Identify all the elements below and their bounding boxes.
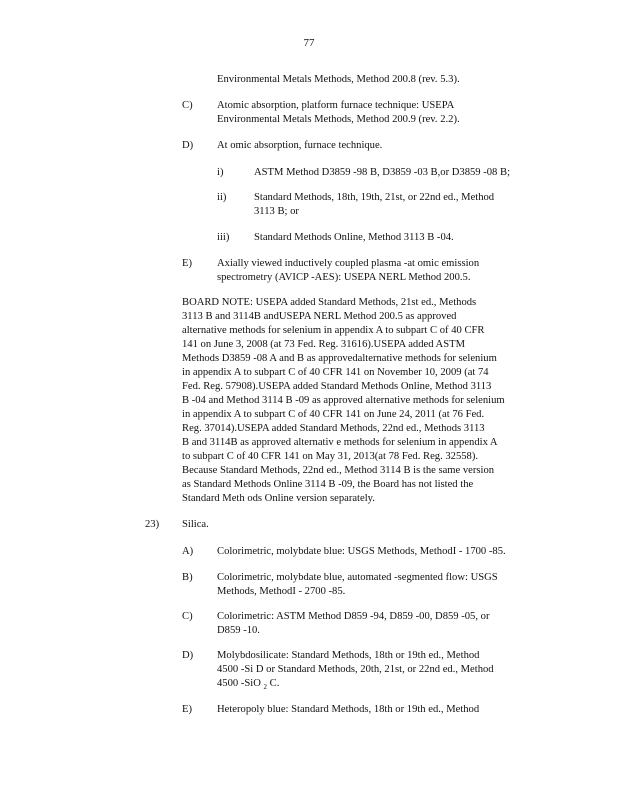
silica-e-label: E) [182,704,192,715]
board-note-line: Methods D3859 -08 A and B as approvedalternative methods for selenium [182,353,497,364]
board-note-line: as Standard Methods Online 3114 B -09, the Board has not listed the [182,479,474,490]
text-line [217,677,527,694]
text-line: Environmental Metals Methods, Method 200.8 (rev. 5.3). [217,74,460,85]
silica-b-label: B) [182,572,193,583]
page-number: 77 [303,37,315,49]
board-note-line: B -04 and Method 3114 B -09 as approved alternative methods for selenium [182,395,505,406]
silica-d-text [217,649,527,694]
board-note-line: Reg. 37014).USEPA added Standard Methods, 22nd ed., Methods 3113 [182,423,485,434]
silica-a-label: A) [182,546,194,557]
subscript: 2 [263,683,267,691]
board-note-line: B and 3114B as approved alternativ e methods for selenium in appendix A [182,437,498,448]
silica-b-text [217,571,532,599]
silica-c-text [217,610,527,638]
board-note-line: 141 on June 3, 2008 (at 73 Fed. Reg. 31616).USEPA added ASTM [182,339,465,350]
text-line: Atomic absorption, platform furnace technique: USEPA [217,100,455,111]
item-23-title: Silica. [182,519,209,530]
silica-d-label: D) [182,650,194,661]
item-d-i-label: i) [217,167,224,178]
item-d-ii-text [254,191,524,219]
text-line: 4500 -Si D or Standard Methods, 20th, 21st, or 22nd ed., Method [217,664,494,675]
board-note [182,296,542,506]
board-note-line: Standard Meth ods Online version separately. [182,493,375,504]
text-line: Standard Methods Online, Method 3113 B -04. [254,232,454,243]
board-note-line: to subpart C of 40 CFR 141 on May 31, 2013(at 78 Fed. Reg. 32558). [182,451,479,462]
text-line: Colorimetric, molybdate blue: USGS Methods, MethodI - 1700 -85. [217,546,506,557]
text-line: Standard Methods, 18th, 19th, 21st, or 22nd ed., Method [254,192,495,203]
item-d-ii-label: ii) [217,192,227,203]
item-d-label: D) [182,140,194,151]
item-d-text [217,139,517,153]
item-c-label: C) [182,100,193,111]
text-line: At omic absorption, furnace technique. [217,140,383,151]
board-note-line: Because Standard Methods, 22nd ed., Method 3114 B is the same version [182,465,495,476]
board-note-line: BOARD NOTE: USEPA added Standard Methods, 21st ed., Methods [182,297,477,308]
item-d-i-text [254,166,544,180]
text-line: Heteropoly blue: Standard Methods, 18th or 19th ed., Method [217,704,480,715]
text-line: 3113 B; or [254,206,299,217]
text-line: Colorimetric: ASTM Method D859 -94, D859 -00, D859 -05, or [217,611,490,622]
text-fragment: 4500 -SiO [217,678,264,689]
board-note-line: in appendix A to subpart C of 40 CFR 141 on June 24, 2011 (at 76 Fed. [182,409,485,420]
silica-e-text [217,703,517,717]
text-line: Environmental Metals Methods, Method 200.9 (rev. 2.2). [217,114,460,125]
text-line: spectrometry (AVICP -AES): USEPA NERL Method 200.5. [217,272,471,283]
text-line: Molybdosilicate: Standard Methods, 18th or 19th ed., Method [217,650,480,661]
text-line: Axially viewed inductively coupled plasma -at omic emission [217,258,480,269]
item-d-iii-text [254,231,524,245]
board-note-line: Fed. Reg. 57908).USEPA added Standard Methods Online, Method 3113 [182,381,492,392]
item-e-label: E) [182,258,192,269]
text-line: D859 -10. [217,625,260,636]
board-note-line: alternative methods for selenium in appendix A to subpart C of 40 CFR [182,325,485,336]
silica-a-text [217,545,547,559]
board-note-line: in appendix A to subpart C of 40 CFR 141 on November 10, 2009 (at 74 [182,367,489,378]
item-e-text [217,257,507,285]
text-fragment: C. [267,678,280,689]
item-b-continuation [217,73,522,87]
item-d-iii-label: iii) [217,232,230,243]
silica-c-label: C) [182,611,193,622]
item-23-label: 23) [145,519,160,530]
text-line: Colorimetric, molybdate blue, automated -segmented flow: USGS [217,572,498,583]
item-c-text [217,99,517,127]
text-line: Methods, MethodI - 2700 -85. [217,586,346,597]
board-note-line: 3113 B and 3114B andUSEPA NERL Method 200.5 as approved [182,311,457,322]
text-line: ASTM Method D3859 -98 B, D3859 -03 B,or D3859 -08 B; [254,167,511,178]
